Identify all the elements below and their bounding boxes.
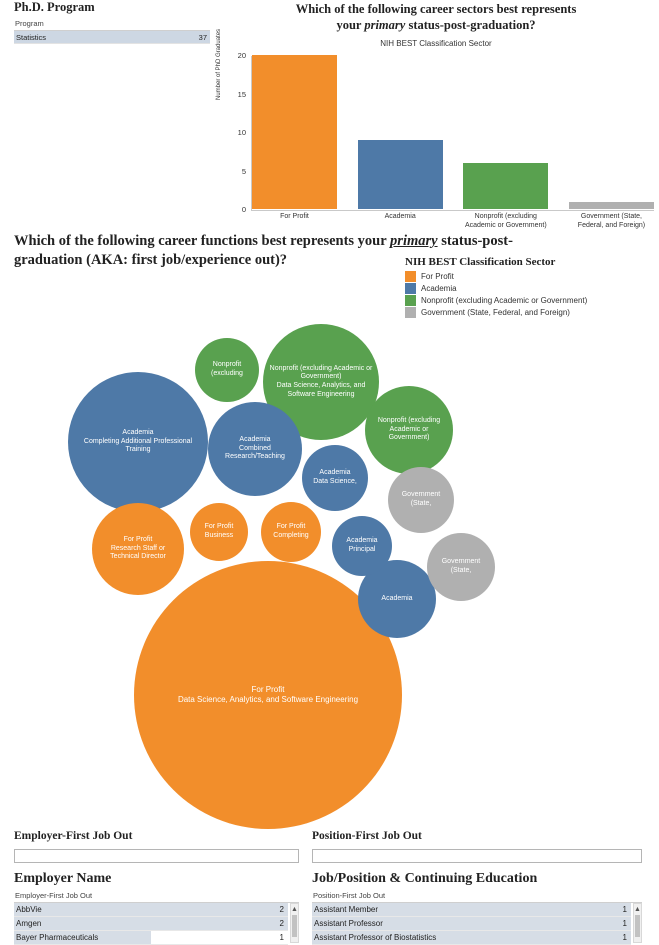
legend-item-label: Academia	[421, 284, 457, 293]
function-chart-panel	[14, 232, 650, 822]
position-row-value: 1	[622, 933, 627, 942]
bubble-label: Nonprofit (excluding Academic or Government) Data Science, Analytics, and Software Engineering	[269, 364, 373, 398]
bubble[interactable]	[92, 503, 184, 595]
sector-bar[interactable]	[252, 55, 337, 209]
phd-program-rows	[14, 31, 210, 44]
y-tick-label: 10	[237, 128, 246, 138]
sector-category-label: Government (State, Federal, and Foreign)	[577, 213, 646, 229]
bubble-label: Nonprofit (excluding Academic or Government)	[377, 416, 441, 442]
position-scroll-up-icon[interactable]: ▲	[634, 906, 641, 913]
sector-question-line2b: status-post-graduation?	[405, 17, 536, 32]
employer-section-title: Employer Name	[14, 871, 112, 886]
sector-chart-panel	[216, 0, 656, 245]
position-filter-input[interactable]	[312, 849, 642, 863]
y-tick-label: 5	[241, 166, 246, 176]
bubble[interactable]	[195, 338, 259, 402]
employer-scroll-thumb[interactable]	[292, 915, 297, 937]
position-row-value: 1	[622, 905, 627, 914]
sector-bar-rect[interactable]	[569, 202, 654, 210]
sector-bar[interactable]	[463, 163, 548, 209]
phd-program-column-header: Program	[14, 19, 210, 31]
employer-row-bar	[14, 903, 288, 916]
sector-question-line2a: your	[336, 17, 365, 32]
bubble[interactable]	[68, 372, 208, 512]
sector-chart-bars	[252, 56, 654, 209]
position-scroll-thumb[interactable]	[635, 915, 640, 937]
phd-program-row-label: Statistics	[16, 33, 47, 42]
legend-item-label: Nonprofit (excluding Academic or Government)	[421, 296, 588, 305]
sector-bar-rect[interactable]	[252, 55, 337, 209]
bubble-label: Academia Completing Additional Professional Training	[83, 428, 193, 454]
bubble-label: Government (State,	[441, 558, 481, 574]
phd-program-row[interactable]	[14, 31, 210, 44]
sector-category-label: Nonprofit (excluding Academic or Government)	[464, 213, 547, 229]
bubble-label: Academia Principal	[346, 537, 378, 553]
y-tick-label: 15	[237, 89, 246, 99]
bubble-label: Academia Data Science,	[313, 469, 357, 485]
position-filter-label: Position-First Job Out	[312, 830, 422, 842]
position-row-name: Assistant Member	[314, 905, 379, 914]
sector-question-line1: Which of the following career sectors best represents	[295, 2, 577, 16]
employer-row-value: 1	[279, 933, 284, 942]
employer-scroll-up-icon[interactable]: ▲	[291, 906, 298, 913]
sector-chart-y-axis-title: Number of PhD Graduates	[216, 29, 222, 101]
position-row[interactable]	[312, 917, 631, 931]
function-question-b: status-post-graduation (AKA: first job/experience out)?	[14, 233, 513, 268]
sector-question-emphasis: primary	[364, 17, 406, 32]
bubble-label: For Profit Business	[204, 523, 234, 539]
employer-scrollbar[interactable]	[290, 903, 299, 943]
legend-title: NIH BEST Classification Sector	[405, 256, 556, 268]
employer-panel	[14, 830, 299, 945]
employer-row-name: AbbVie	[16, 905, 42, 914]
employer-row[interactable]	[14, 903, 288, 917]
bubble-label: For Profit Completing	[273, 523, 309, 539]
sector-category-label: For Profit	[280, 213, 309, 221]
bubble[interactable]	[388, 467, 454, 533]
employer-rows	[14, 903, 288, 945]
employer-row-bar	[14, 917, 288, 930]
position-section-title: Job/Position & Continuing Education	[312, 871, 538, 886]
bubble-label: For Profit Data Science, Analytics, and Software Engineering	[177, 685, 359, 704]
sector-bar-rect[interactable]	[358, 140, 443, 209]
phd-program-title: Ph.D. Program	[14, 0, 95, 14]
bubble-label: Government (State,	[401, 491, 441, 507]
employer-row[interactable]	[14, 931, 288, 945]
position-row-value: 1	[622, 919, 627, 928]
sector-chart-question	[216, 2, 656, 33]
legend-item-label: For Profit	[421, 272, 454, 281]
position-row[interactable]	[312, 931, 631, 945]
phd-program-row-value: 37	[198, 33, 207, 42]
bubble[interactable]	[365, 386, 453, 474]
y-tick-label: 0	[241, 205, 246, 215]
bubble[interactable]	[190, 503, 248, 561]
employer-row-name: Bayer Pharmaceuticals	[16, 933, 99, 942]
position-row-name: Assistant Professor of Biostatistics	[314, 933, 437, 942]
bubble[interactable]	[332, 516, 392, 576]
y-tick-label: 20	[237, 51, 246, 61]
bubble[interactable]	[261, 502, 321, 562]
position-rows	[312, 903, 631, 945]
function-question-a: Which of the following career functions best represents your	[14, 233, 391, 249]
legend-item-label: Government (State, Federal, and Foreign)	[421, 308, 570, 317]
employer-row-value: 2	[279, 919, 284, 928]
bubble-label: Nonprofit (excluding	[211, 361, 243, 377]
function-question-emphasis: primary	[390, 233, 438, 249]
employer-row-name: Amgen	[16, 919, 42, 928]
sector-chart-x-axis-line	[251, 210, 654, 211]
bubble-plot	[14, 262, 650, 822]
employer-column-header: Employer-First Job Out	[14, 891, 299, 903]
bubble[interactable]	[208, 402, 302, 496]
position-row[interactable]	[312, 903, 631, 917]
bubble-label: Academia	[381, 594, 413, 602]
employer-filter-input[interactable]	[14, 849, 299, 863]
sector-category-label: Academia	[384, 213, 416, 221]
bubble[interactable]	[302, 445, 368, 511]
position-panel	[312, 830, 642, 945]
phd-program-panel	[14, 0, 210, 44]
bubble-label: For Profit Research Staff or Technical Director	[110, 535, 166, 561]
sector-bar[interactable]	[358, 140, 443, 209]
sector-bar-rect[interactable]	[463, 163, 548, 209]
employer-filter-label: Employer-First Job Out	[14, 830, 133, 842]
sector-chart-subtitle: NIH BEST Classification Sector	[380, 39, 492, 49]
position-column-header: Position-First Job Out	[312, 891, 642, 903]
employer-row-value: 2	[279, 905, 284, 914]
position-row-name: Assistant Professor	[314, 919, 383, 928]
position-scrollbar[interactable]	[633, 903, 642, 943]
bubble-label: Academia Combined Research/Teaching	[225, 435, 285, 461]
bubble[interactable]	[427, 533, 495, 601]
sector-bar[interactable]	[569, 202, 654, 210]
sector-chart-category-labels	[252, 213, 654, 231]
employer-row[interactable]	[14, 917, 288, 931]
